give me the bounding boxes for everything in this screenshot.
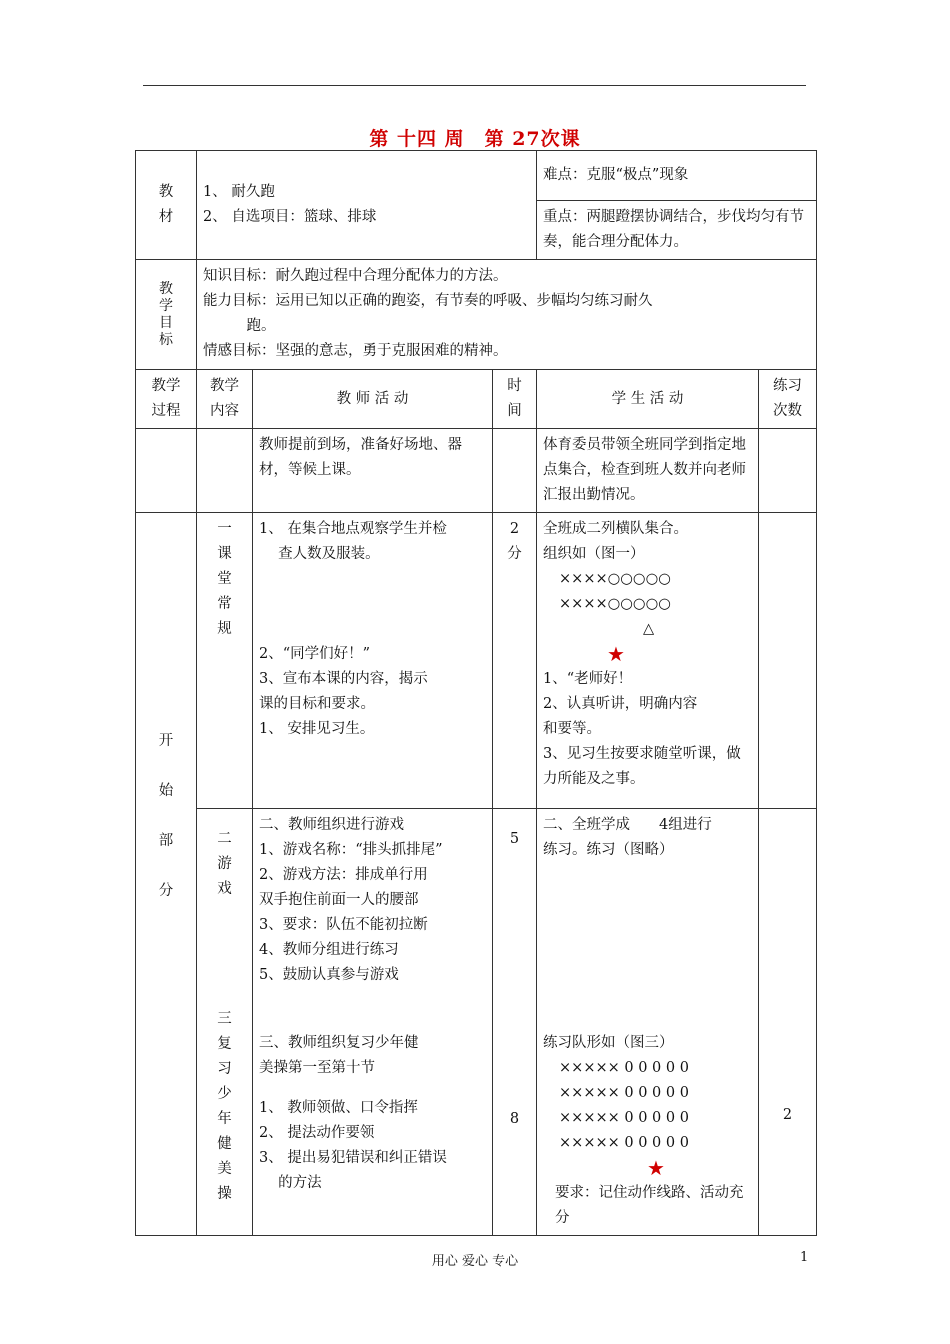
pre-class-count [759, 429, 817, 513]
key-point-text: 重点：两腿蹬摆协调结合，步伐均匀有节奏，能合理分配体力。 [537, 201, 817, 260]
game-aerobics-row [136, 809, 817, 1236]
pre-class-content [197, 429, 253, 513]
star-icon: ★ [607, 642, 625, 666]
game-time-a: 5 [509, 831, 520, 847]
ability-objective: 能力目标：运用已知以正确的跑姿，有节奏的呼吸、步幅均匀练习耐久 跑。 [203, 293, 653, 334]
pre-class-process [136, 429, 197, 513]
game-teacher [253, 809, 493, 1236]
pre-class-student: 体育委员带领全班同学到指定地点集合，检查到班人数并向老师汇报出勤情况。 [537, 429, 759, 513]
pre-class-teacher: 教师提前到场，准备好场地、器材，等候上课。 [253, 429, 493, 513]
routine-teacher-a: 1、 在集合地点观察学生并检 查人数及服装。 [259, 521, 447, 562]
formation3-line-2: ××××× 0 0 0 0 0 [559, 1085, 689, 1101]
objectives-content [197, 260, 817, 370]
header-row [136, 370, 817, 429]
header-teacher: 教 师 活 动 [253, 370, 493, 429]
header-student: 学 生 活 动 [537, 370, 759, 429]
formation-figure-1 [543, 567, 752, 667]
routine-content-label: 一 课 堂 常 规 [197, 513, 253, 809]
aerobics-teacher-b: 三、教师组织复习少年健 美操第一至第十节 [259, 1035, 419, 1076]
game-student-a: 二、全班学成 4组进行 练习。练习（图略） [543, 817, 712, 858]
pre-class-row [136, 429, 817, 513]
aerobics-count [759, 809, 817, 1236]
formation-figure-3 [543, 1056, 752, 1181]
routine-student-a: 全班成二列横队集合。 组织如（图一） [543, 521, 689, 562]
materials-row-1 [136, 151, 817, 201]
aerobics-time-b: 8 [509, 1111, 520, 1127]
objectives-row [136, 260, 817, 370]
formation3-line-3: ××××× 0 0 0 0 0 [559, 1110, 689, 1126]
section-process-label: 开 始 部 分 [136, 513, 197, 1236]
teacher-triangle-icon: △ [643, 621, 655, 637]
aerobics-teacher-c: 1、 教师领做、口令指挥 2、 提法动作要领 3、 提出易犯错误和纠正错误 的方法 [259, 1100, 447, 1191]
formation3-line-1: ××××× 0 0 0 0 0 [559, 1060, 689, 1076]
page-number: 1 [800, 1250, 809, 1265]
materials-items: 1、 耐久跑 2、 自选项目：篮球、排球 [197, 151, 537, 260]
pre-class-time [493, 429, 537, 513]
routine-student [537, 513, 759, 809]
emotion-objective: 情感目标：坚强的意志，勇于克服困难的精神。 [203, 343, 508, 359]
game-teacher-a: 二、教师组织进行游戏 1、游戏名称：“排头抓排尾” 2、游戏方法：排成单行用 双手抱住前面一人的腰部 3、要求：队伍不能初拉断 4、教师分组进行练习 5、鼓励认真参与游戏 [259, 817, 443, 983]
header-content: 教学 内容 [197, 370, 253, 429]
game-content-label [197, 809, 253, 1236]
routine-row [136, 513, 817, 809]
materials-label: 教 材 [136, 151, 197, 260]
aerobics-count-value: 2 [782, 1107, 793, 1123]
formation-line-1: ××××○○○○○ [559, 571, 671, 587]
star-icon-2: ★ [647, 1156, 665, 1180]
difficulty-text: 难点：克服“极点”现象 [537, 151, 817, 201]
footer-text: 用心 爱心 专心 [431, 1254, 519, 1269]
routine-teacher [253, 513, 493, 809]
lesson-plan-table [135, 150, 817, 1236]
game-student [537, 809, 759, 1236]
page-title: 第 十四 周 第 27次课 [369, 128, 581, 150]
routine-count [759, 513, 817, 809]
header-time: 时 间 [493, 370, 537, 429]
routine-time: 2 分 [493, 513, 537, 809]
formation3-line-4: ××××× 0 0 0 0 0 [559, 1135, 689, 1151]
routine-student-b: 1、“老师好！ 2、认真听讲，明确内容 和要等。 3、见习生按要求随堂听课，做力所能及之事。 [543, 671, 741, 787]
game-label: 二 游 戏 [217, 831, 232, 897]
formation-line-2: ××××○○○○○ [559, 596, 671, 612]
header-count: 练习 次数 [759, 370, 817, 429]
aerobics-label: 三 复 习 少 年 健 美 操 [217, 1011, 232, 1202]
aerobics-student-b: 练习队形如（图三） [543, 1035, 674, 1051]
routine-teacher-b: 2、“同学们好！” 3、宣布本课的内容，揭示 课的目标和要求。 1、 安排见习生。 [259, 646, 428, 737]
game-time [493, 809, 537, 1236]
header-process: 教学 过程 [136, 370, 197, 429]
objectives-label: 教 学 目 标 [136, 260, 197, 370]
knowledge-objective: 知识目标：耐久跑过程中合理分配体力的方法。 [203, 268, 508, 284]
header-rule [143, 85, 806, 86]
aerobics-student-c: 要求：记住动作线路、活动充分 [555, 1185, 744, 1226]
